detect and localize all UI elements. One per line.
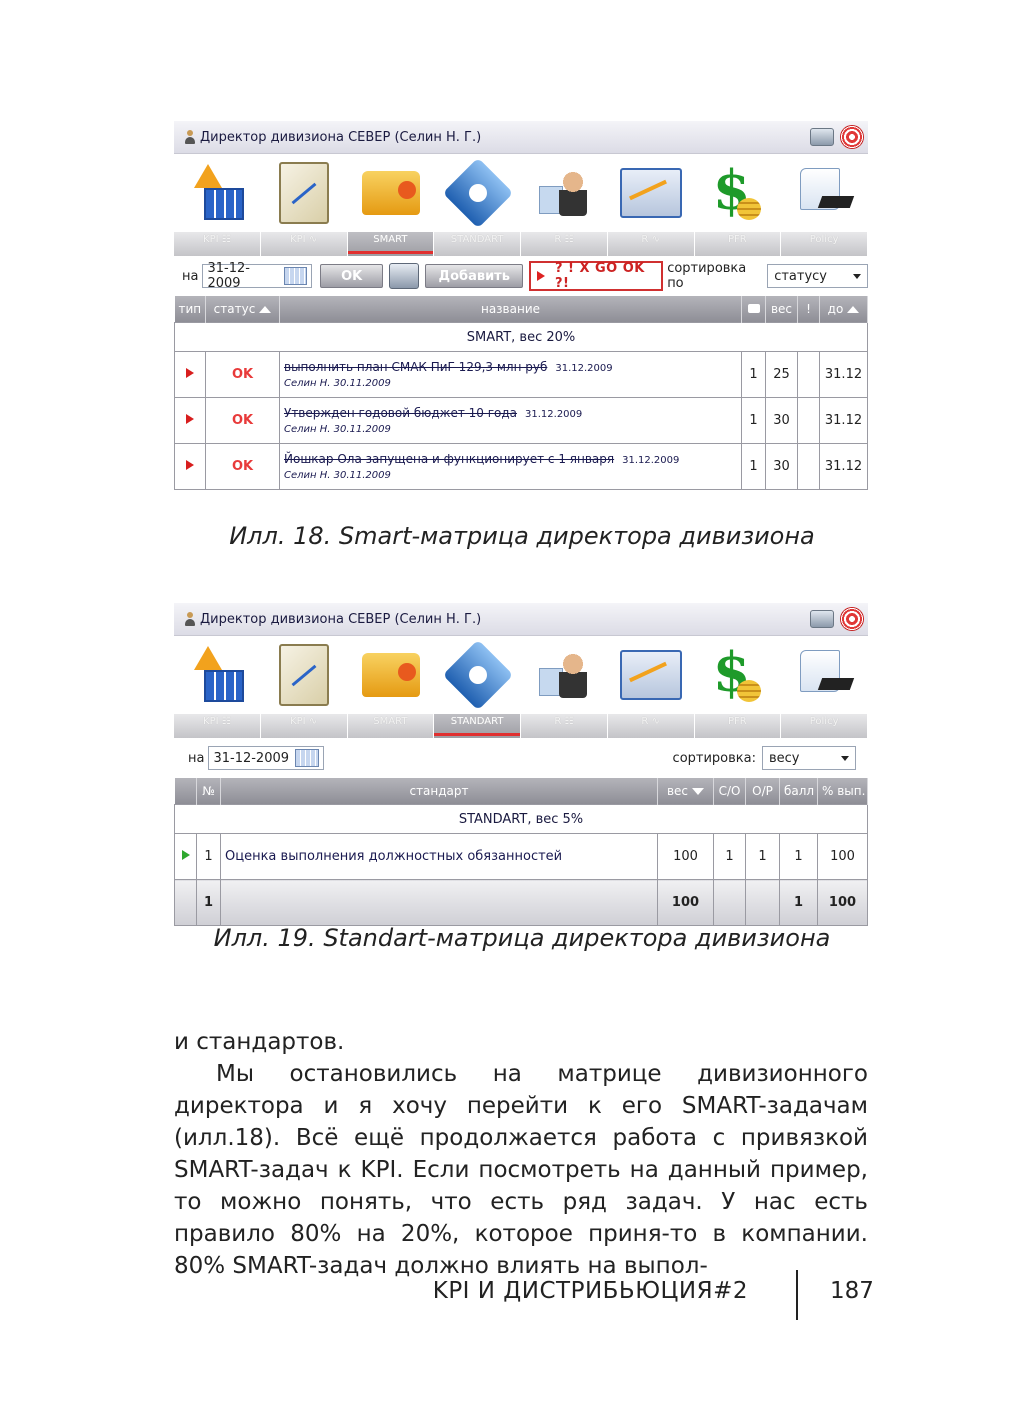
growth-chart-icon [620, 168, 682, 218]
tab-r-table[interactable]: R ☷ [521, 232, 608, 256]
col-due-label: до [827, 302, 844, 316]
count-cell: 1 [742, 352, 766, 398]
col-status-label: статус [213, 302, 256, 316]
standart-module[interactable] [434, 154, 521, 232]
printer-icon[interactable] [810, 610, 834, 628]
module-icon-row [174, 154, 868, 232]
sort-asc-icon [259, 306, 271, 313]
col-comment[interactable] [742, 296, 766, 323]
folder-icon [362, 653, 420, 697]
pfr-module[interactable] [695, 154, 782, 232]
task-cell[interactable] [280, 352, 742, 398]
col-excl[interactable]: ! [798, 296, 820, 323]
standart-table [174, 778, 868, 926]
sort-select[interactable] [762, 746, 856, 770]
tab-pfr[interactable]: PFR [695, 232, 782, 256]
total-score: 1 [780, 880, 818, 926]
task-date: 31.12.2009 [555, 363, 613, 374]
status-cell: OK [206, 398, 280, 444]
sort-value: весу [769, 750, 800, 766]
r-chart-module[interactable] [608, 636, 695, 714]
col-weight-label: вес [666, 784, 689, 798]
tab-policy[interactable]: Policy [781, 714, 868, 738]
task-cell[interactable] [280, 398, 742, 444]
goal-badge-icon [442, 640, 513, 711]
row-expand[interactable] [175, 352, 206, 398]
user-icon [184, 612, 196, 626]
tab-r-chart[interactable]: R ∿ [608, 714, 695, 738]
smart-module[interactable] [348, 636, 435, 714]
pct-cell: 100 [818, 834, 868, 880]
tab-r-table[interactable]: R ☷ [521, 714, 608, 738]
window-titlebar [174, 121, 868, 154]
policy-module[interactable] [781, 636, 868, 714]
status-cell: OK [206, 352, 280, 398]
calendar-icon[interactable] [295, 749, 319, 767]
due-cell: 31.12 [820, 352, 868, 398]
sort-label: сортировка: [672, 750, 756, 766]
total-or [746, 880, 780, 926]
smart-matrix-screenshot [174, 121, 868, 488]
task-date: 31.12.2009 [622, 455, 680, 466]
total-co [714, 880, 746, 926]
add-button[interactable]: Добавить [425, 264, 522, 288]
scroll-graduation-cap-icon [796, 164, 854, 222]
clipboard-chart-icon [279, 162, 329, 224]
page-number: 187 [830, 1278, 874, 1304]
tab-kpi-table[interactable]: KPI ☷ [174, 232, 261, 256]
r-table-module[interactable] [521, 636, 608, 714]
or-cell: 1 [746, 834, 780, 880]
due-cell: 31.12 [820, 398, 868, 444]
warning-table-icon [188, 164, 246, 222]
table-header-row [175, 296, 868, 323]
group-row [175, 323, 868, 352]
calendar-icon[interactable] [284, 267, 307, 285]
play-icon [186, 460, 194, 470]
co-cell: 1 [714, 834, 746, 880]
col-standard[interactable]: стандарт [221, 778, 658, 805]
printer-icon[interactable] [810, 128, 834, 146]
task-author: Селин Н. 30.11.2009 [284, 378, 391, 389]
task-name: выполнить план СМАК ПиГ 129,3 млн руб [284, 360, 548, 374]
col-status[interactable] [206, 296, 280, 323]
play-icon [186, 414, 194, 424]
table-row[interactable] [175, 398, 868, 444]
tab-kpi-chart[interactable]: KPI ∿ [261, 232, 348, 256]
col-blank [175, 778, 197, 805]
target-icon[interactable] [840, 607, 864, 631]
tab-smart[interactable]: SMART [348, 232, 435, 256]
person-podium-icon [535, 646, 593, 704]
weight-cell: 100 [658, 834, 714, 880]
col-co[interactable]: С/О [714, 778, 746, 805]
kpi-chart-module[interactable] [261, 636, 348, 714]
policy-module[interactable] [781, 154, 868, 232]
kpi-table-module[interactable] [174, 636, 261, 714]
date-label: на [182, 268, 199, 284]
excl-cell [798, 444, 820, 490]
target-icon[interactable] [840, 125, 864, 149]
module-tabs [174, 232, 868, 256]
scroll-graduation-cap-icon [796, 646, 854, 704]
col-weight[interactable] [658, 778, 714, 805]
footer-divider [796, 1270, 798, 1320]
pfr-module[interactable] [695, 636, 782, 714]
module-icon-row [174, 636, 868, 714]
total-pct: 100 [818, 880, 868, 926]
task-cell[interactable] [280, 444, 742, 490]
tab-kpi-table[interactable]: KPI ☷ [174, 714, 261, 738]
person-podium-icon [535, 164, 593, 222]
task-date: 31.12.2009 [525, 409, 583, 420]
window-titlebar [174, 603, 868, 636]
task-name: Йошкар Ола запущена и функционирует с 1 января [284, 452, 615, 466]
page-footer [0, 1276, 1000, 1320]
play-icon [186, 368, 194, 378]
date-label: на [188, 750, 205, 766]
date-input[interactable] [208, 746, 324, 770]
tab-standart[interactable]: STANDART [434, 232, 521, 256]
table-row[interactable] [175, 834, 868, 880]
row-expand[interactable] [175, 834, 197, 880]
play-icon [537, 271, 545, 281]
window-title: Директор дивизиона СЕВЕР (Селин Н. Г.) [200, 129, 482, 145]
tab-policy[interactable]: Policy [781, 232, 868, 256]
goal-badge-icon [442, 158, 513, 229]
group-row [175, 805, 868, 834]
smart-table [174, 296, 868, 490]
tab-kpi-chart[interactable]: KPI ∿ [261, 714, 348, 738]
dollar-coins-icon [709, 646, 767, 704]
excl-cell [798, 352, 820, 398]
count-cell: 1 [742, 444, 766, 490]
row-expand[interactable] [175, 398, 206, 444]
standart-module[interactable] [434, 636, 521, 714]
due-cell: 31.12 [820, 444, 868, 490]
chevron-down-icon [853, 274, 861, 279]
sort-value: статусу [774, 268, 827, 284]
table-header-row [175, 778, 868, 805]
col-type[interactable]: тип [175, 296, 206, 323]
excl-cell [798, 398, 820, 444]
total-row [175, 880, 868, 926]
tab-r-chart[interactable]: R ∿ [608, 232, 695, 256]
window-title: Директор дивизиона СЕВЕР (Селин Н. Г.) [200, 611, 482, 627]
smart-module[interactable] [348, 154, 435, 232]
col-pct[interactable]: % вып. [818, 778, 868, 805]
col-num[interactable]: № [197, 778, 221, 805]
warning-table-icon [188, 646, 246, 704]
status-filter-button[interactable] [529, 261, 663, 291]
score-cell: 1 [780, 834, 818, 880]
task-author: Селин Н. 30.11.2009 [284, 424, 391, 435]
growth-chart-icon [620, 650, 682, 700]
col-weight[interactable]: вес [766, 296, 798, 323]
sort-select[interactable] [767, 264, 868, 288]
task-author: Селин Н. 30.11.2009 [284, 470, 391, 481]
body-line-1: и стандартов. [174, 1029, 345, 1055]
standart-matrix-screenshot [174, 603, 868, 910]
tab-pfr[interactable]: PFR [695, 714, 782, 738]
col-due[interactable] [820, 296, 868, 323]
running-title: KPI И ДИСТРИБЬЮЦИЯ#2 [432, 1278, 748, 1304]
table-row[interactable] [175, 352, 868, 398]
r-table-module[interactable] [521, 154, 608, 232]
weight-cell: 30 [766, 444, 798, 490]
figure-caption-19: Илл. 19. Standart-матрица директора дивизиона [213, 924, 831, 952]
total-num: 1 [197, 880, 221, 926]
status-filter-label: ? ! X GO OK ?! [554, 261, 645, 291]
play-icon [182, 850, 190, 860]
group-label: STANDART, вес 5% [175, 805, 868, 834]
count-cell: 1 [742, 398, 766, 444]
tab-standart[interactable]: STANDART [434, 714, 521, 738]
standard-name-cell[interactable]: Оценка выполнения должностных обязанностей [221, 834, 658, 880]
num-cell: 1 [197, 834, 221, 880]
ok-button[interactable]: OK [320, 264, 383, 288]
tab-smart[interactable]: SMART [348, 714, 435, 738]
r-chart-module[interactable] [608, 154, 695, 232]
task-name: Утвержден годовой бюджет 10 года [284, 406, 518, 420]
sort-desc-icon [692, 788, 704, 795]
smart-toolbar [174, 256, 868, 296]
weight-cell: 30 [766, 398, 798, 444]
total-weight: 100 [658, 880, 714, 926]
status-cell: OK [206, 444, 280, 490]
kpi-chart-module[interactable] [261, 154, 348, 232]
group-label: SMART, вес 20% [175, 323, 868, 352]
sort-asc-icon [847, 306, 859, 313]
col-score[interactable]: балл [780, 778, 818, 805]
total-blank [175, 880, 197, 926]
print-button[interactable] [389, 263, 419, 289]
user-icon [184, 130, 196, 144]
module-tabs [174, 714, 868, 738]
row-expand[interactable] [175, 444, 206, 490]
table-row[interactable] [175, 444, 868, 490]
standart-toolbar [174, 738, 868, 778]
date-input[interactable] [202, 261, 312, 291]
chevron-down-icon [841, 756, 849, 761]
body-text [174, 1026, 868, 1282]
weight-cell: 25 [766, 352, 798, 398]
col-or[interactable]: О/Р [746, 778, 780, 805]
figure-caption-18: Илл. 18. Smart-матрица директора дивизиона [229, 522, 815, 550]
col-name[interactable]: название [280, 296, 742, 323]
body-paragraph: Мы остановились на матрице дивизионного директора и я хочу перейти к его SMART-задачам (илл.18). Всё ещё продолжается работа с привязкой SMART-задач к KPI. Если посмотреть на данный пример, то можно понять, что есть ряд задач. У нас есть правило 80% на 20%, которое приня-то в компании. 80% SMART-задач должно влиять на выпол- [174, 1061, 868, 1279]
total-name [221, 880, 658, 926]
clipboard-chart-icon [279, 644, 329, 706]
dollar-coins-icon [709, 164, 767, 222]
kpi-table-module[interactable] [174, 154, 261, 232]
date-value: 31-12-2009 [213, 750, 290, 766]
sort-label: сортировка по [667, 261, 747, 291]
date-value: 31-12-2009 [207, 261, 250, 291]
comment-icon [748, 304, 760, 313]
folder-icon [362, 171, 420, 215]
